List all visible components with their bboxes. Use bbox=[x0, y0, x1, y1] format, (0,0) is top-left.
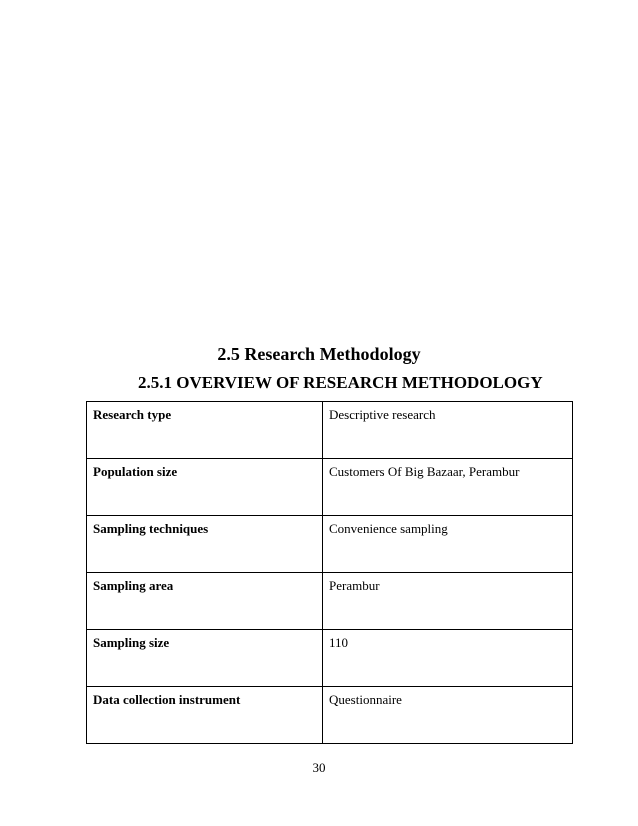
table-row bbox=[87, 630, 573, 687]
section-title: 2.5 Research Methodology bbox=[217, 344, 421, 364]
table-row bbox=[87, 687, 573, 744]
row-label: Sampling size bbox=[87, 630, 323, 687]
table-row bbox=[87, 402, 573, 459]
row-value: Descriptive research bbox=[323, 402, 573, 459]
row-value: Questionnaire bbox=[323, 687, 573, 744]
row-label: Research type bbox=[87, 402, 323, 459]
row-value: Customers Of Big Bazaar, Perambur bbox=[323, 459, 573, 516]
row-value: Convenience sampling bbox=[323, 516, 573, 573]
row-value: 110 bbox=[323, 630, 573, 687]
page-number: 30 bbox=[312, 760, 326, 775]
row-value: Perambur bbox=[323, 573, 573, 630]
subsection-title: 2.5.1 OVERVIEW OF RESEARCH METHODOLOGY bbox=[138, 373, 543, 392]
row-label: Population size bbox=[87, 459, 323, 516]
table-row bbox=[87, 516, 573, 573]
row-label: Sampling techniques bbox=[87, 516, 323, 573]
row-label: Sampling area bbox=[87, 573, 323, 630]
table-row bbox=[87, 573, 573, 630]
methodology-table bbox=[86, 401, 573, 744]
row-label: Data collection instrument bbox=[87, 687, 323, 744]
table-row bbox=[87, 459, 573, 516]
